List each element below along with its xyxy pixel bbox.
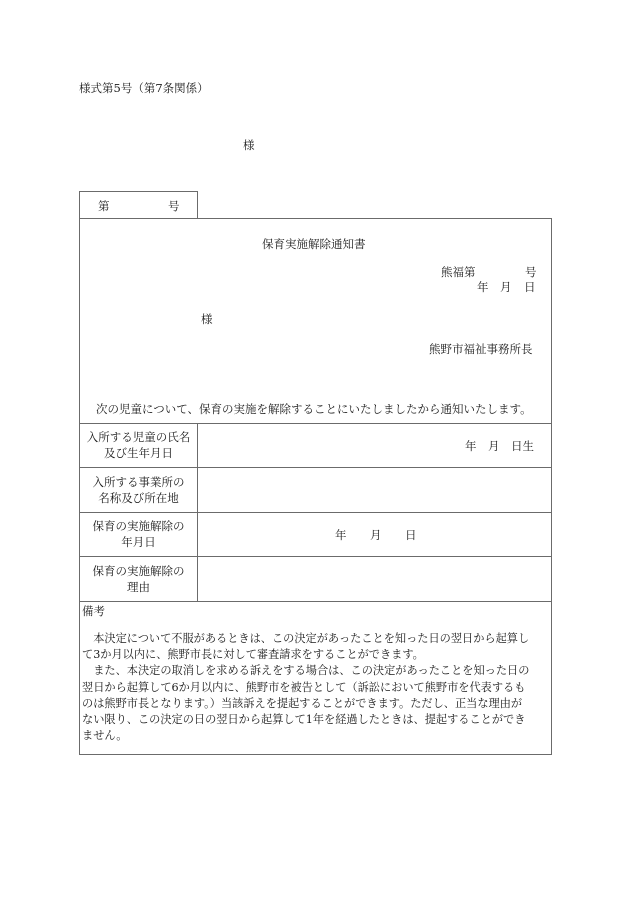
row-child-birth-year: 年 — [465, 439, 477, 453]
row-release-month: 月 — [370, 528, 382, 542]
issuer: 熊野市福祉事務所長 — [429, 342, 533, 356]
row-child-birth-month: 月 — [488, 439, 500, 453]
ref-number-prefix: 熊福第 — [441, 265, 476, 279]
row-child-birth-day: 日生 — [511, 439, 534, 453]
form-header: 様式第5号（第7条関係） — [79, 81, 209, 95]
recipient-sama: 様 — [243, 138, 255, 152]
addressee-sama: 様 — [201, 312, 213, 326]
number-box-go: 号 — [168, 199, 180, 213]
row-label-child-name: 入所する児童の氏名 及び生年月日 — [86, 430, 191, 460]
row-label-release-date: 保育の実施解除の 年月日 — [92, 519, 185, 549]
row-release-day: 日 — [405, 528, 417, 542]
number-box-dai: 第 — [98, 199, 110, 213]
date-day: 日 — [524, 280, 536, 294]
date-year: 年 — [477, 280, 489, 294]
row-label-release-reason: 保育の実施解除の 理由 — [92, 564, 185, 594]
notice-title: 保育実施解除通知書 — [262, 237, 366, 251]
remarks-heading: 備考 — [82, 604, 105, 618]
row-release-year: 年 — [335, 528, 347, 542]
remarks-text: 本決定について不服があるときは、この決定があったことを知った日の翌日から起算し て3か月以内に、熊野市長に対して審査請求をすることができます。 また、本決定の取消しを求める訴えをする場合は、この決定があったことを知った日の 翌日から起算して6か月以内に、熊野市を被告として（訴訟において熊野市を代表するも のは熊野市長となります。）当該訴えを提起することができます。ただし、正当な理由が ない限り、この決定の日の翌日から起算して1年を経過したときは、提起することができ ません。 — [82, 632, 530, 743]
notice-body-text: 次の児童について、保育の実施を解除することにいたしましたから通知いたします。 — [96, 402, 532, 416]
row-label-facility: 入所する事業所の 名称及び所在地 — [92, 475, 185, 505]
ref-number-suffix: 号 — [525, 265, 537, 279]
date-month: 月 — [500, 280, 512, 294]
